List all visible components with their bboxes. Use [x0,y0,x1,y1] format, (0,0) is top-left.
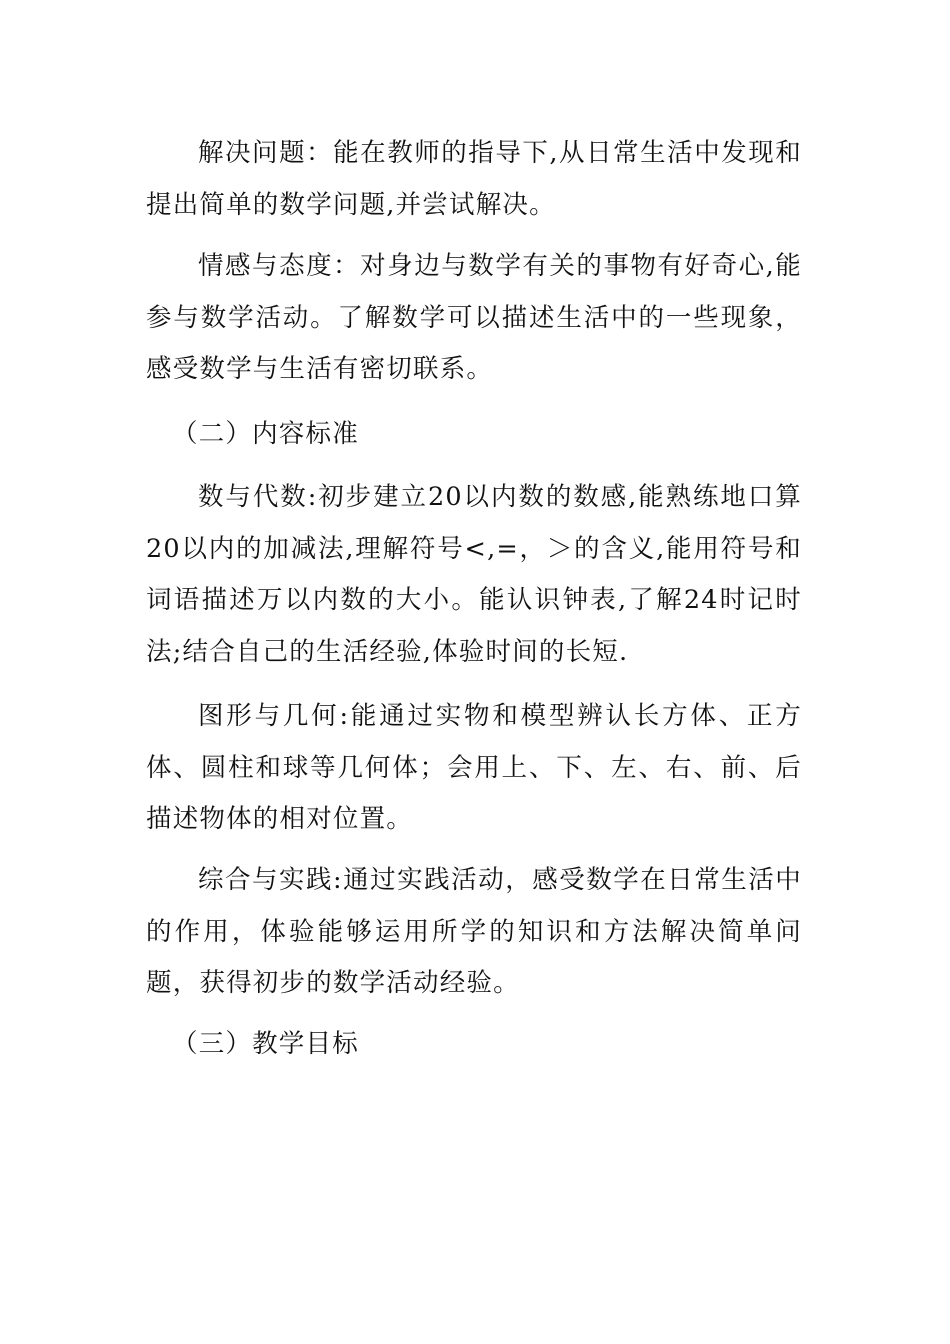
section-heading-teaching-goals: （三）教学目标 [172,1029,359,1059]
paragraph-integrated-practice: 综合与实践:通过实践活动，感受数学在日常生活中的作用，体验能够运用所学的知识和方法解决简单问题，获得初步的数学活动经验。 [146,865,802,998]
paragraph-problem-solving: 解决问题：能在教师的指导下,从日常生活中发现和提出简单的数学问题,并尝试解决。 [146,138,802,220]
paragraph-geometry: 图形与几何:能通过实物和模型辨认长方体、正方体、圆柱和球等几何体；会用上、下、左、右、前、后描述物体的相对位置。 [146,701,802,834]
paragraph-emotion-attitude: 情感与态度：对身边与数学有关的事物有好奇心,能参与数学活动。了解数学可以描述生活中的一些现象，感受数学与生活有密切联系。 [146,251,802,384]
paragraph-numbers-algebra: 数与代数:初步建立20以内数的数感,能熟练地口算20以内的加减法,理解符号<,=，＞的含义,能用符号和词语描述万以内数的大小。能认识钟表,了解24时记时法;结合自己的生活经验,体验时间的长短. [146,482,802,667]
section-heading-content-standards: （二）内容标准 [172,419,359,449]
